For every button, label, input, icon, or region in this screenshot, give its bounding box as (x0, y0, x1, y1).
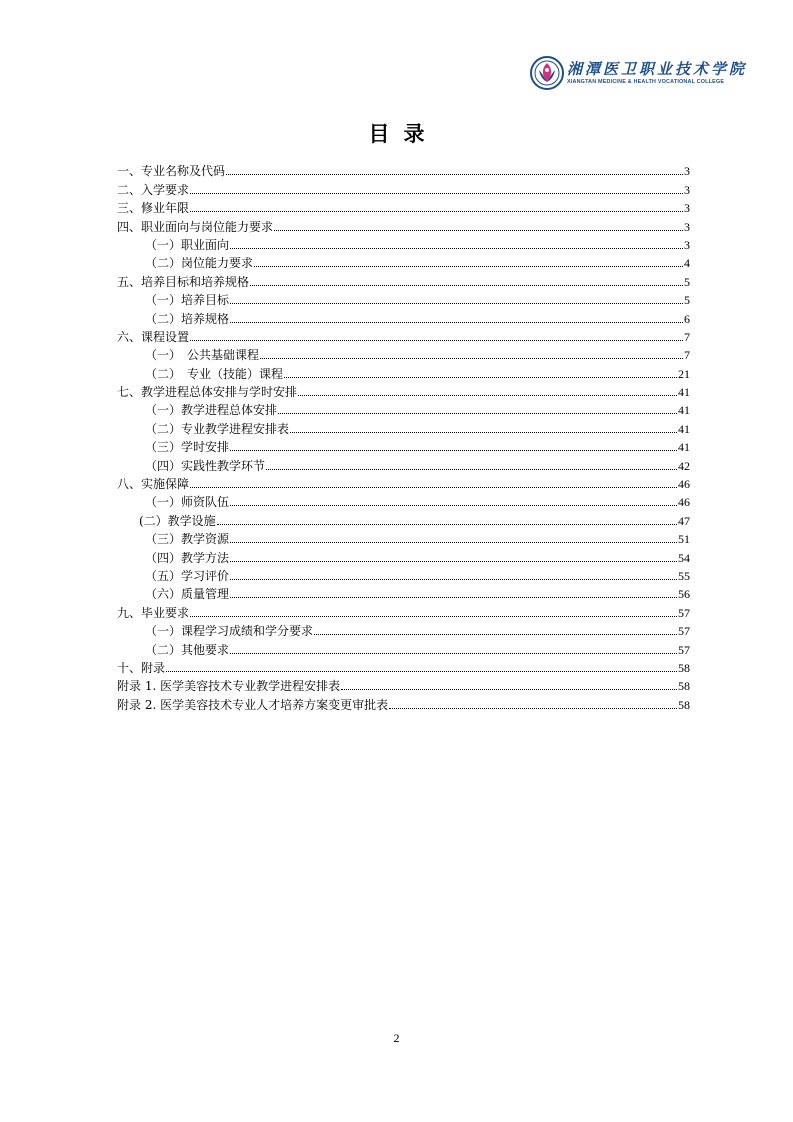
toc-entry-label: 五、培养目标和培养规格 (117, 274, 250, 289)
toc-entry-page: 5 (684, 274, 690, 289)
toc-entry-label: （一）职业面向 (145, 237, 230, 252)
toc-entry-page: 41 (678, 385, 690, 400)
toc-entry-page: 4 (684, 256, 690, 271)
toc-entry-page: 3 (684, 164, 690, 179)
toc-entry-label: （二） 专业（技能）课程 (145, 366, 284, 381)
toc-dot-leader (298, 395, 677, 396)
toc-entry-label: （六）质量管理 (145, 587, 230, 602)
toc-entry-page: 5 (684, 293, 690, 308)
toc-entry-label: （四）教学方法 (145, 550, 230, 565)
toc-entry-page: 3 (684, 237, 690, 252)
toc-entry-label: （一）培养目标 (145, 293, 230, 308)
toc-entry-page: 46 (678, 477, 690, 492)
toc-entry[interactable] (117, 620, 690, 638)
toc-entry-page: 57 (678, 624, 690, 639)
toc-entry[interactable] (117, 234, 690, 252)
toc-entry-label: 十、附录 (117, 660, 166, 675)
toc-dot-leader (190, 616, 677, 617)
toc-entry[interactable] (117, 565, 690, 583)
toc-dot-leader (260, 358, 683, 359)
toc-dot-leader (341, 689, 677, 690)
toc-entry-page: 55 (678, 568, 690, 583)
toc-dot-leader (266, 469, 677, 470)
toc-entry[interactable] (117, 528, 690, 546)
toc-entry-label: （三）教学资源 (145, 532, 230, 547)
toc-entry-page: 3 (684, 219, 690, 234)
toc-dot-leader (230, 579, 677, 580)
page-number: 2 (393, 1031, 400, 1045)
toc-entry[interactable] (117, 454, 690, 472)
toc-dot-leader (190, 487, 677, 488)
toc-dot-leader (389, 708, 677, 709)
toc-entry[interactable] (117, 417, 690, 435)
toc-dot-leader (230, 561, 677, 562)
college-logo (530, 56, 760, 96)
toc-entry-page: 58 (678, 697, 690, 712)
toc-entry[interactable] (117, 270, 690, 288)
toc-dot-leader (190, 211, 683, 212)
toc-entry[interactable] (117, 638, 690, 656)
toc-dot-leader (314, 634, 677, 635)
toc-entry-label: （二）培养规格 (145, 311, 230, 326)
toc-entry[interactable] (117, 675, 690, 693)
toc-dot-leader (217, 524, 677, 525)
toc-entry-page: 3 (684, 182, 690, 197)
toc-entry-label: 二、入学要求 (117, 182, 190, 197)
toc-entry-label: 九、毕业要求 (117, 605, 190, 620)
toc-entry[interactable] (117, 381, 690, 399)
college-emblem-icon (530, 56, 564, 90)
toc-dot-leader (230, 505, 677, 506)
toc-dot-leader (226, 174, 683, 175)
toc-entry[interactable] (117, 344, 690, 362)
toc-dot-leader (230, 248, 683, 249)
toc-dot-leader (190, 193, 683, 194)
toc-entry[interactable] (117, 178, 690, 196)
toc-entry-label: 一、专业名称及代码 (117, 164, 226, 179)
toc-entry[interactable] (117, 326, 690, 344)
college-name-en: XIANGTAN MEDICINE & HEALTH VOCATIONAL COLLEGE (567, 79, 725, 85)
toc-entry-label: （一）课程学习成绩和学分要求 (145, 624, 314, 639)
toc-entry[interactable] (117, 473, 690, 491)
toc-dot-leader (166, 671, 677, 672)
toc-entry[interactable] (117, 509, 690, 527)
college-name-cn: 湘潭医卫职业技术学院 (567, 60, 748, 78)
toc-entry[interactable] (117, 289, 690, 307)
toc-dot-leader (278, 413, 677, 414)
toc-entry-label: （一） 公共基础课程 (145, 348, 260, 363)
toc-entry-label: （五）学习评价 (145, 568, 230, 583)
toc-entry-page: 57 (678, 642, 690, 657)
toc-dot-leader (230, 322, 683, 323)
toc-entry-label: 三、修业年限 (117, 201, 190, 216)
toc-entry-label: (二）教学设施 (139, 513, 216, 528)
toc-entry-page: 47 (678, 513, 690, 528)
toc-entry[interactable] (117, 399, 690, 417)
toc-entry-label: （一）师资队伍 (145, 495, 230, 510)
toc-entry-page: 41 (678, 421, 690, 436)
toc-entry[interactable] (117, 215, 690, 233)
toc-entry[interactable] (117, 491, 690, 509)
toc-entry-page: 54 (678, 550, 690, 565)
toc-entry[interactable] (117, 362, 690, 380)
toc-dot-leader (230, 653, 677, 654)
table-of-contents (117, 160, 690, 712)
toc-dot-leader (274, 230, 683, 231)
toc-entry-label: （二）岗位能力要求 (145, 256, 254, 271)
toc-entry-label: 附录 1. 医学美容技术专业教学进程安排表 (117, 679, 341, 694)
toc-entry[interactable] (117, 160, 690, 178)
toc-entry-page: 21 (678, 366, 690, 381)
toc-entry[interactable] (117, 307, 690, 325)
toc-entry-label: （二）专业教学进程安排表 (145, 421, 290, 436)
page-title: 目录 (368, 122, 439, 146)
toc-dot-leader (230, 450, 677, 451)
toc-entry[interactable] (117, 657, 690, 675)
toc-entry-page: 58 (678, 660, 690, 675)
toc-entry-label: 六、课程设置 (117, 329, 190, 344)
toc-entry-page: 41 (678, 403, 690, 418)
toc-entry-label: （四）实践性教学环节 (145, 458, 266, 473)
toc-entry-label: （二）其他要求 (145, 642, 230, 657)
toc-entry[interactable] (117, 601, 690, 619)
toc-dot-leader (250, 285, 683, 286)
toc-dot-leader (230, 303, 683, 304)
toc-entry[interactable] (117, 252, 690, 270)
toc-entry[interactable] (117, 693, 690, 711)
toc-dot-leader (230, 597, 677, 598)
toc-entry-page: 51 (678, 532, 690, 547)
toc-entry-page: 46 (678, 495, 690, 510)
toc-entry-label: 附录 2. 医学美容技术专业人才培养方案变更审批表 (117, 697, 389, 712)
toc-entry[interactable] (117, 197, 690, 215)
toc-entry[interactable] (117, 546, 690, 564)
toc-entry-page: 6 (684, 311, 690, 326)
toc-dot-leader (254, 266, 683, 267)
toc-entry-page: 42 (678, 458, 690, 473)
toc-dot-leader (230, 542, 677, 543)
toc-entry-page: 3 (684, 201, 690, 216)
toc-entry[interactable] (117, 436, 690, 454)
toc-entry-label: 七、教学进程总体安排与学时安排 (117, 385, 298, 400)
toc-entry[interactable] (117, 583, 690, 601)
toc-dot-leader (290, 432, 677, 433)
toc-entry-page: 58 (678, 679, 690, 694)
toc-dot-leader (190, 340, 683, 341)
toc-entry-page: 57 (678, 605, 690, 620)
toc-entry-page: 7 (684, 348, 690, 363)
toc-entry-label: （三）学时安排 (145, 440, 230, 455)
toc-entry-label: 八、实施保障 (117, 477, 190, 492)
toc-entry-label: （一）教学进程总体安排 (145, 403, 278, 418)
toc-entry-label: 四、职业面向与岗位能力要求 (117, 219, 274, 234)
toc-entry-page: 56 (678, 587, 690, 602)
toc-dot-leader (284, 377, 677, 378)
toc-entry-page: 7 (684, 329, 690, 344)
toc-entry-page: 41 (678, 440, 690, 455)
